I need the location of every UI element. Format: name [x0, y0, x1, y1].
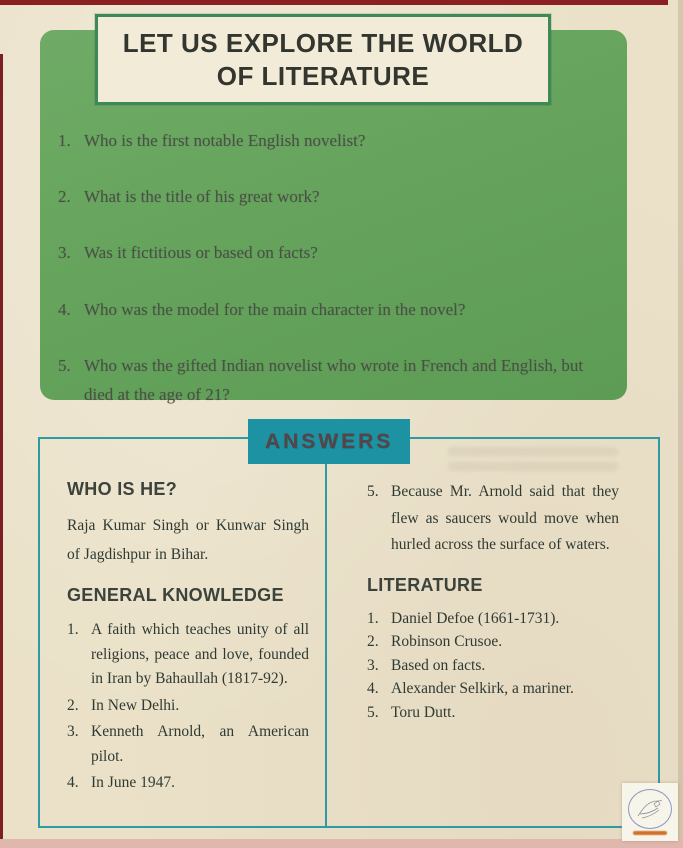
question-number: 3. — [58, 243, 71, 263]
page-right-edge-shade — [678, 0, 683, 848]
answer-text: Alexander Selkirk, a mariner. — [391, 680, 574, 698]
answer-number: 2. — [367, 633, 379, 651]
page-title-line2: OF LITERATURE — [216, 60, 430, 91]
who-is-he-text: Raja Kumar Singh or Kunwar Singh of Jagdishpur in Bihar. — [67, 517, 309, 563]
general-knowledge-list — [67, 618, 309, 795]
question-text: Was it fictitious or based on facts? — [84, 243, 318, 263]
page-title — [95, 14, 551, 105]
answer-text: Robinson Crusoe. — [391, 633, 503, 651]
question-text: Who was the gifted Indian novelist who wrote in French and English, but died at the age of 21? — [84, 355, 584, 405]
answer-text: Toru Dutt. — [391, 703, 456, 721]
question-text: Who was the model for the main character in the novel? — [84, 299, 466, 319]
page-title-line1: LET US EXPLORE THE WORLD — [122, 28, 524, 58]
answer-text: A faith which teaches unity of all religions, peace and love, founded in Iran by Bahaullah (1817-92). — [91, 621, 309, 688]
answer-item — [67, 771, 309, 795]
quiz-question — [58, 295, 589, 324]
answer-item — [67, 694, 309, 718]
answer-number: 3. — [67, 723, 79, 741]
quiz-question — [58, 238, 589, 267]
answer-text: In New Delhi. — [91, 696, 180, 714]
publisher-stamp — [622, 783, 678, 841]
stamp-text-strip — [633, 831, 667, 835]
answers-banner-label: ANSWERS — [264, 429, 394, 453]
answers-right-column — [347, 479, 619, 725]
answer-item — [367, 702, 619, 724]
answer-text: Based on facts. — [391, 656, 486, 674]
question-number: 1. — [58, 131, 71, 150]
answer-item — [67, 618, 309, 691]
answer-text: In June 1947. — [91, 774, 175, 792]
question-number: 2. — [58, 187, 71, 207]
answer-text: Kenneth Arnold, an American pilot. — [91, 723, 309, 765]
answer-number: 4. — [67, 774, 79, 792]
question-text: What is the title of his great work? — [84, 187, 320, 207]
question-number: 5. — [58, 355, 71, 375]
answer-item — [367, 608, 619, 630]
quiz-question — [58, 182, 589, 211]
answer-number: 5. — [367, 483, 379, 500]
answer-number: 3. — [367, 656, 379, 674]
literature-heading: LITERATURE — [367, 574, 483, 595]
question-number: 4. — [58, 299, 71, 319]
who-is-he-heading: WHO IS HE? — [67, 479, 177, 499]
literature-list — [367, 608, 619, 724]
answer-number: 2. — [67, 696, 79, 714]
answers-box — [38, 437, 660, 828]
answer-text: Because Mr. Arnold said that they flew as saucers would move when hurled across the surface of waters. — [391, 483, 619, 554]
answer-number: 5. — [367, 703, 379, 721]
answer-item — [367, 655, 619, 677]
ink-bleed-through — [448, 447, 618, 481]
answer-number: 4. — [367, 680, 379, 698]
continued-answer — [367, 479, 619, 559]
quiz-question — [58, 351, 589, 409]
answer-number: 1. — [67, 621, 79, 639]
answer-item — [67, 720, 309, 769]
general-knowledge-heading: GENERAL KNOWLEDGE — [67, 585, 284, 606]
answer-item — [367, 678, 619, 700]
stamp-logo-icon — [628, 789, 672, 829]
answer-text: Daniel Defoe (1661-1731). — [391, 609, 560, 627]
answer-number: 1. — [367, 609, 379, 627]
left-red-rule — [0, 54, 3, 844]
answers-left-column — [67, 479, 309, 798]
question-text: Who is the first notable English novelist? — [84, 131, 366, 150]
top-red-rule — [0, 0, 668, 5]
page-bottom-edge — [0, 839, 683, 848]
column-divider — [325, 439, 327, 826]
answer-item — [367, 631, 619, 653]
quiz-question — [58, 126, 589, 155]
answers-banner — [248, 419, 410, 464]
